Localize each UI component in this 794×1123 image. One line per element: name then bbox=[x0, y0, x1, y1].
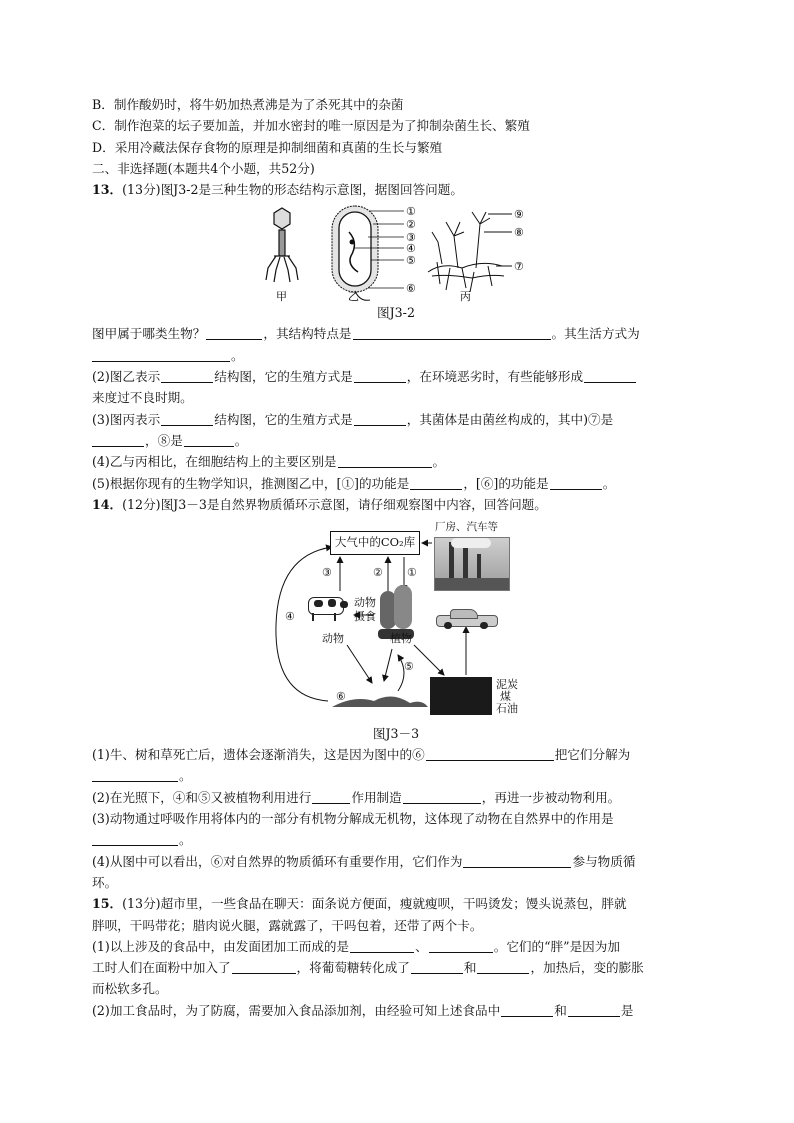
q15-number: 15． bbox=[92, 896, 123, 912]
worksheet-page bbox=[92, 94, 700, 1021]
q13-part2-cont: 来度过不良时期。 bbox=[92, 390, 193, 406]
q14-p2a: (2)在光照下，④和⑤又被植物利用进行 bbox=[92, 789, 312, 805]
q13-l1b: ，其结构特点是 bbox=[263, 326, 352, 342]
mold-labels bbox=[514, 208, 524, 273]
option-c: C．制作泡菜的坛子要加盖，并加水密封的唯一原因是为了抑制杂菌生长、繁殖 bbox=[92, 118, 530, 134]
q14-part2 bbox=[92, 787, 700, 808]
label-jia: 甲 bbox=[276, 290, 287, 303]
q15-part1-cont2: 而松软多孔。 bbox=[92, 981, 168, 997]
blank-input[interactable] bbox=[354, 411, 406, 426]
blank-input[interactable] bbox=[477, 959, 529, 974]
section-heading: 二、非选择题(本题共4个小题，共52分) bbox=[92, 160, 315, 176]
q13-part3-cont bbox=[92, 430, 700, 451]
q13-l1c: 。其生活方式为 bbox=[551, 326, 640, 342]
q13-p5b: ，[⑥]的功能是 bbox=[463, 475, 549, 491]
animal-eat-label-2: 摄食 bbox=[354, 610, 376, 624]
q13-line2 bbox=[92, 345, 700, 366]
blank-input[interactable] bbox=[353, 325, 551, 340]
factory-photo bbox=[434, 537, 510, 591]
q14-p3b: 。 bbox=[179, 832, 192, 848]
q13-part3 bbox=[92, 409, 700, 430]
q13-p4a: (4)乙与丙相比，在细胞结构上的主要区别是 bbox=[92, 454, 337, 470]
blank-input[interactable] bbox=[411, 959, 463, 974]
q13-p4b: 。 bbox=[432, 454, 446, 470]
figure-j3-3 bbox=[92, 515, 700, 723]
mark-8: ⑧ bbox=[514, 226, 524, 240]
q14-p1b: 把它们分解为 bbox=[554, 747, 631, 763]
blank-input[interactable] bbox=[184, 432, 234, 447]
option-d: D．采用冷藏法保存食物的原理是抑制细菌和真菌的生长与繁殖 bbox=[92, 139, 443, 155]
figure-j3-2 bbox=[92, 202, 700, 302]
fuel-label-peat: 泥炭 bbox=[496, 678, 518, 692]
blank-input[interactable] bbox=[161, 368, 213, 383]
q14-part3-cont bbox=[92, 829, 700, 850]
q13-p3d: ，⑧是 bbox=[145, 432, 183, 448]
blank-input[interactable] bbox=[338, 453, 432, 468]
blank-input[interactable] bbox=[568, 1002, 620, 1017]
cow-picture bbox=[306, 593, 348, 621]
q14-part1 bbox=[92, 744, 700, 765]
q14-p2b: 作用制造 bbox=[351, 789, 402, 805]
fuel-label-coal: 煤 bbox=[500, 690, 511, 704]
animal-label: 动物 bbox=[322, 632, 344, 646]
q15-p1b: 、 bbox=[415, 938, 428, 954]
q13-part2 bbox=[92, 366, 700, 387]
blank-input[interactable] bbox=[312, 789, 350, 804]
arrow-2-label: ② bbox=[373, 566, 383, 580]
q13-p3a: (3)图丙表示 bbox=[92, 411, 161, 427]
plant-label: 植物 bbox=[390, 632, 412, 646]
figure-j3-3-caption: 图J3－3 bbox=[372, 726, 420, 742]
figure-j3-2-drawing bbox=[92, 202, 700, 302]
q15-stem bbox=[92, 893, 700, 914]
figure-j3-2-caption: 图J3-2 bbox=[377, 305, 415, 321]
q15-p1e: ，将葡萄糖转化成了 bbox=[296, 960, 410, 976]
blank-input[interactable] bbox=[426, 746, 554, 761]
q14-part4-cont: 环。 bbox=[92, 874, 118, 890]
mark-2: ② bbox=[406, 218, 416, 232]
q14-p2c: ，再进一步被动物利用。 bbox=[481, 789, 621, 805]
car-picture bbox=[436, 607, 496, 629]
mark-6: ⑥ bbox=[406, 282, 416, 296]
blank-input[interactable] bbox=[350, 938, 414, 953]
blank-input[interactable] bbox=[403, 789, 481, 804]
mark-5: ⑤ bbox=[406, 254, 416, 268]
q14-p1a: (1)牛、树和草死亡后，遗体会逐渐消失，这是因为图中的⑥ bbox=[92, 747, 425, 763]
fuel-label-oil: 石油 bbox=[496, 702, 518, 716]
q14-p1c: 。 bbox=[179, 768, 192, 784]
blank-input[interactable] bbox=[92, 347, 230, 362]
blank-input[interactable] bbox=[354, 368, 406, 383]
co2-pool-box: 大气中的CO₂库 bbox=[330, 531, 420, 555]
blank-input[interactable] bbox=[92, 432, 144, 447]
q13-p3b: 结构图，它的生殖方式是 bbox=[214, 411, 353, 427]
blank-input[interactable] bbox=[584, 368, 636, 383]
blank-input[interactable] bbox=[550, 475, 602, 490]
q14-part3: (3)动物通过呼吸作用将体内的一部分有机物分解成无机物，这体现了动物在自然界中的作用是 bbox=[92, 811, 614, 827]
mark-4: ④ bbox=[406, 242, 416, 256]
mark-7: ⑦ bbox=[514, 260, 524, 274]
bacterium-labels bbox=[406, 205, 416, 295]
blank-input[interactable] bbox=[429, 938, 493, 953]
q15-p1f: 和 bbox=[463, 960, 477, 976]
option-b: B．制作酸奶时，将牛奶加热煮沸是为了杀死其中的杂菌 bbox=[92, 97, 404, 112]
q13-p5c: 。 bbox=[602, 475, 616, 491]
q15-stem-cont: 胖呗，干吗带花；腊肉说火腿，露就露了，干吗包着，还带了两个卡。 bbox=[92, 917, 483, 933]
blank-input[interactable] bbox=[463, 853, 571, 868]
factory-label: 厂房、汽车等 bbox=[435, 521, 498, 534]
q13-stem bbox=[92, 179, 700, 200]
blank-input[interactable] bbox=[161, 411, 213, 426]
q13-part5 bbox=[92, 473, 700, 494]
q13-l1a: 图甲属于哪类生物？ bbox=[92, 326, 206, 342]
arrow-5-label: ⑤ bbox=[404, 660, 414, 674]
q14-stem bbox=[92, 494, 700, 515]
q15-p2b: 和 bbox=[554, 1002, 567, 1018]
q13-p3c: ，其菌体是由菌丝构成的，其中)⑦是 bbox=[406, 411, 614, 427]
arrow-1-label: ① bbox=[407, 566, 417, 580]
q15-part1 bbox=[92, 936, 700, 957]
q15-part2 bbox=[92, 1000, 700, 1021]
q14-number: 14． bbox=[92, 496, 123, 512]
q15-p1c: 。它们的“胖”是因为加 bbox=[493, 938, 620, 954]
bacterium-drawing bbox=[332, 206, 404, 303]
q13-p2a: (2)图乙表示 bbox=[92, 369, 161, 385]
arrow-4-label: ④ bbox=[285, 610, 295, 624]
q14-p4a: (4)从图中可以看出，⑥对自然界的物质循环有重要作用，它们作为 bbox=[92, 853, 463, 869]
q14-part1-cont bbox=[92, 765, 700, 786]
blank-input[interactable] bbox=[410, 475, 462, 490]
mark-1: ① bbox=[406, 205, 416, 219]
q14-p4b: 参与物质循 bbox=[572, 853, 636, 869]
label-yi: 乙 bbox=[348, 290, 359, 303]
animal-eat-label-1: 动物 bbox=[354, 596, 376, 610]
blank-input[interactable] bbox=[206, 325, 262, 340]
q15-p2c: 是 bbox=[620, 1002, 634, 1018]
q13-number: 13． bbox=[92, 182, 123, 198]
q14-part4 bbox=[92, 851, 700, 872]
blank-input[interactable] bbox=[92, 831, 178, 846]
q15-part1-cont bbox=[92, 957, 700, 978]
arrow-6-label: ⑥ bbox=[336, 690, 346, 704]
q13-p2b: 结构图，它的生殖方式是 bbox=[214, 369, 353, 385]
arrow-3-label: ③ bbox=[322, 566, 332, 580]
fossil-fuel-picture bbox=[430, 677, 492, 715]
q13-p2c: ，在环境恶劣时，有些能够形成 bbox=[406, 369, 584, 385]
blank-input[interactable] bbox=[232, 959, 296, 974]
q15-p1d: 工时人们在面粉中加入了 bbox=[92, 960, 231, 976]
q14-stem-text: (12分)图J3－3是自然界物质循环示意图，请仔细观察图中内容，回答问题。 bbox=[122, 496, 547, 512]
blank-input[interactable] bbox=[92, 767, 178, 782]
q13-line1 bbox=[92, 323, 700, 344]
q15-p1a: (1)以上涉及的食品中，由发面团加工而成的是 bbox=[92, 938, 350, 954]
q15-stem-text: (13分)超市里，一些食品在聊天：面条说方便面，瘦就瘦呗，干吗烫发；馒头说蒸包，胖就 bbox=[122, 896, 627, 912]
decomposer-soil bbox=[332, 697, 428, 708]
q13-l2: 。 bbox=[231, 347, 244, 363]
phage-drawing bbox=[266, 208, 298, 282]
label-bing: 丙 bbox=[460, 290, 471, 303]
q13-p3e: 。 bbox=[234, 432, 248, 448]
q13-p5a: (5)根据你现有的生物学知识，推测图乙中，[①]的功能是 bbox=[92, 475, 410, 491]
mold-drawing bbox=[428, 212, 512, 292]
mark-3: ③ bbox=[406, 231, 416, 245]
q15-p1g: ，加热后，变的膨胀 bbox=[530, 960, 644, 976]
q15-p2a: (2)加工食品时，为了防腐，需要加入食品添加剂，由经验可知上述食品中 bbox=[92, 1002, 501, 1018]
q13-stem-text: (13分)图J3-2是三种生物的形态结构示意图，据图回答问题。 bbox=[122, 182, 463, 198]
mark-9: ⑨ bbox=[514, 208, 524, 222]
q13-part4 bbox=[92, 451, 700, 472]
blank-input[interactable] bbox=[501, 1002, 553, 1017]
